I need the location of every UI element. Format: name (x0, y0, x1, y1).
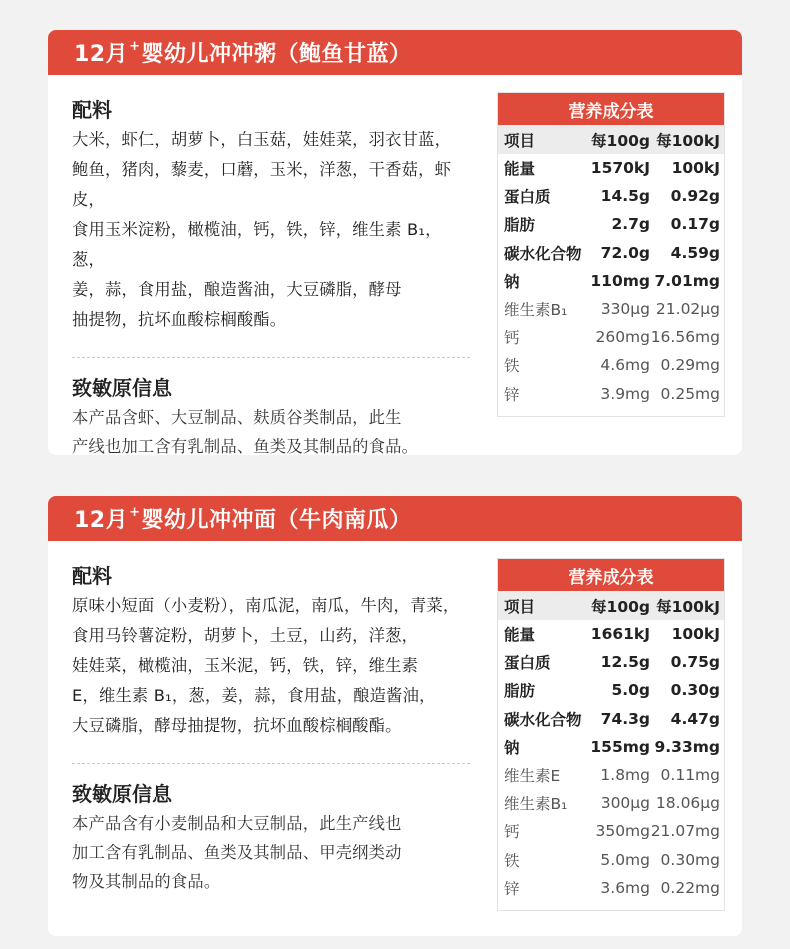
value-per100g: 260mg (595, 328, 650, 347)
value-per100g: 1661kJ (590, 625, 650, 644)
value-per100kj: 4.59g (670, 243, 720, 262)
value-per100g: 1.8mg (600, 766, 650, 785)
nutrient-name: 锌 (504, 879, 520, 898)
header-item: 项目 (504, 131, 536, 150)
nutrition-table-title: 营养成分表 (498, 93, 724, 125)
ingredients-heading: 配料 (72, 564, 112, 588)
value-per100kj: 100kJ (671, 159, 720, 178)
nutrient-name: 碳水化合物 (504, 710, 582, 729)
header-per100kj: 每100kJ (656, 131, 720, 150)
ingredients-line: 大米，虾仁，胡萝卜，白玉菇，娃娃菜，羽衣甘蓝， (72, 130, 452, 149)
nutrition-row (498, 210, 724, 238)
nutrient-name: 钙 (504, 823, 520, 842)
nutrition-table-title: 营养成分表 (498, 559, 724, 591)
nutrient-name: 能量 (504, 626, 536, 645)
nutrition-row (498, 351, 724, 379)
ingredients-line: 大豆磷脂，酵母抽提物，抗坏血酸棕榈酸酯。 (72, 716, 402, 735)
title-product: 婴幼儿冲冲粥（鲍鱼甘蓝） (141, 42, 412, 67)
value-per100kj: 16.56mg (650, 328, 720, 347)
nutrient-name: 钙 (504, 329, 520, 348)
value-per100g: 3.9mg (600, 384, 650, 403)
nutrition-table (497, 92, 725, 417)
allergen-text (72, 809, 472, 896)
nutrient-name: 脂肪 (504, 682, 536, 701)
nutrition-table-header (498, 125, 724, 154)
header-per100g: 每100g (591, 597, 650, 616)
value-per100g: 3.6mg (600, 878, 650, 897)
value-per100g: 14.5g (600, 187, 650, 206)
card-title (48, 496, 742, 541)
nutrition-rows (498, 620, 724, 902)
ingredients-section (72, 560, 472, 896)
nutrition-row (498, 789, 724, 817)
value-per100kj: 9.33mg (654, 737, 720, 756)
nutrient-name: 钠 (504, 738, 520, 757)
nutrient-name: 维生素E (504, 767, 561, 786)
card-title (48, 30, 742, 75)
value-per100kj: 0.29mg (660, 356, 720, 375)
nutrition-rows (498, 154, 724, 408)
header-per100kj: 每100kJ (656, 597, 720, 616)
value-per100g: 155mg (590, 737, 650, 756)
nutrient-name: 铁 (504, 357, 520, 376)
nutrition-row (498, 676, 724, 704)
nutrition-row (498, 846, 724, 874)
title-plus: + (129, 505, 141, 520)
nutrient-name: 蛋白质 (504, 188, 551, 207)
value-per100g: 350mg (595, 822, 650, 841)
nutrition-row (498, 620, 724, 648)
ingredients-line: 娃娃菜，橄榄油，玉米泥，钙，铁，锌，维生素 (72, 656, 419, 675)
nutrition-table (497, 558, 725, 911)
allergen-line: 本产品含虾、大豆制品、麸质谷类制品，此生 (72, 408, 402, 427)
ingredients-line: 姜，蒜，食用盐，酿造酱油，大豆磷脂，酵母 (72, 280, 402, 299)
nutrition-table-header (498, 591, 724, 620)
value-per100g: 2.7g (611, 215, 650, 234)
nutrient-name: 脂肪 (504, 216, 536, 235)
value-per100g: 1570kJ (590, 159, 650, 178)
allergen-line: 加工含有乳制品、鱼类及其制品、甲壳纲类动 (72, 843, 402, 862)
nutrient-name: 维生素B₁ (504, 795, 568, 814)
nutrient-name: 蛋白质 (504, 654, 551, 673)
nutrition-row (498, 323, 724, 351)
nutrient-name: 碳水化合物 (504, 244, 582, 263)
nutrition-row (498, 154, 724, 182)
nutrition-row (498, 761, 724, 789)
value-per100kj: 0.75g (670, 653, 720, 672)
allergen-line: 产线也加工含有乳制品、鱼类及其制品的食品。 (72, 437, 419, 455)
value-per100kj: 0.17g (670, 215, 720, 234)
value-per100kj: 0.30mg (660, 850, 720, 869)
ingredients-line: 鲍鱼，猪肉，藜麦，口蘑，玉米，洋葱，干香菇，虾皮， (72, 160, 452, 209)
nutrient-name: 维生素B₁ (504, 301, 568, 320)
value-per100kj: 0.22mg (660, 878, 720, 897)
nutrition-row (498, 239, 724, 267)
nutrition-row (498, 705, 724, 733)
nutrition-row (498, 874, 724, 902)
product-card-noodles (48, 496, 742, 936)
nutrient-name: 钠 (504, 272, 520, 291)
section-divider (72, 763, 470, 764)
title-plus: + (129, 39, 141, 54)
section-divider (72, 357, 470, 358)
value-per100g: 12.5g (600, 653, 650, 672)
value-per100kj: 0.11mg (660, 766, 720, 785)
ingredients-section (72, 94, 472, 455)
nutrition-row (498, 267, 724, 295)
title-age: 12月 (74, 508, 129, 533)
value-per100g: 5.0g (611, 681, 650, 700)
value-per100kj: 0.92g (670, 187, 720, 206)
ingredients-line: 原味小短面（小麦粉），南瓜泥，南瓜，牛肉，青菜， (72, 596, 460, 615)
value-per100g: 4.6mg (600, 356, 650, 375)
allergen-text (72, 403, 472, 455)
value-per100kj: 18.06μg (655, 794, 720, 813)
value-per100kj: 21.02μg (655, 300, 720, 319)
title-age: 12月 (74, 42, 129, 67)
value-per100kj: 100kJ (671, 625, 720, 644)
value-per100g: 110mg (590, 271, 650, 290)
nutrition-row (498, 648, 724, 676)
allergen-heading: 致敏原信息 (72, 782, 172, 806)
product-card-porridge (48, 30, 742, 455)
value-per100kj: 0.30g (670, 681, 720, 700)
nutrition-row (498, 817, 724, 845)
nutrition-row (498, 182, 724, 210)
allergen-heading: 致敏原信息 (72, 376, 172, 400)
value-per100kj: 7.01mg (654, 271, 720, 290)
nutrient-name: 锌 (504, 385, 520, 404)
header-item: 项目 (504, 597, 536, 616)
allergen-line: 本产品含有小麦制品和大豆制品，此生产线也 (72, 814, 402, 833)
nutrition-row (498, 295, 724, 323)
ingredients-line: 食用玉米淀粉，橄榄油，钙，铁，锌，维生素 B₁，葱， (72, 220, 442, 269)
value-per100g: 74.3g (600, 709, 650, 728)
value-per100g: 72.0g (600, 243, 650, 262)
ingredients-line: 食用马铃薯淀粉，胡萝卜，土豆，山药，洋葱， (72, 626, 419, 645)
header-per100g: 每100g (591, 131, 650, 150)
nutrition-row (498, 733, 724, 761)
ingredients-heading: 配料 (72, 98, 112, 122)
value-per100g: 5.0mg (600, 850, 650, 869)
value-per100kj: 4.47g (670, 709, 720, 728)
allergen-line: 物及其制品的食品。 (72, 872, 221, 891)
ingredients-line: 抽提物，抗坏血酸棕榈酸酯。 (72, 310, 287, 329)
value-per100g: 330μg (600, 300, 650, 319)
value-per100kj: 0.25mg (660, 384, 720, 403)
ingredients-text (72, 125, 472, 335)
nutrition-row (498, 380, 724, 408)
title-product: 婴幼儿冲冲面（牛肉南瓜） (141, 508, 412, 533)
nutrient-name: 铁 (504, 851, 520, 870)
ingredients-line: E，维生素 B₁，葱，姜，蒜，食用盐，酿造酱油， (72, 686, 436, 705)
value-per100kj: 21.07mg (650, 822, 720, 841)
value-per100g: 300μg (600, 794, 650, 813)
ingredients-text (72, 591, 472, 741)
nutrient-name: 能量 (504, 160, 536, 179)
